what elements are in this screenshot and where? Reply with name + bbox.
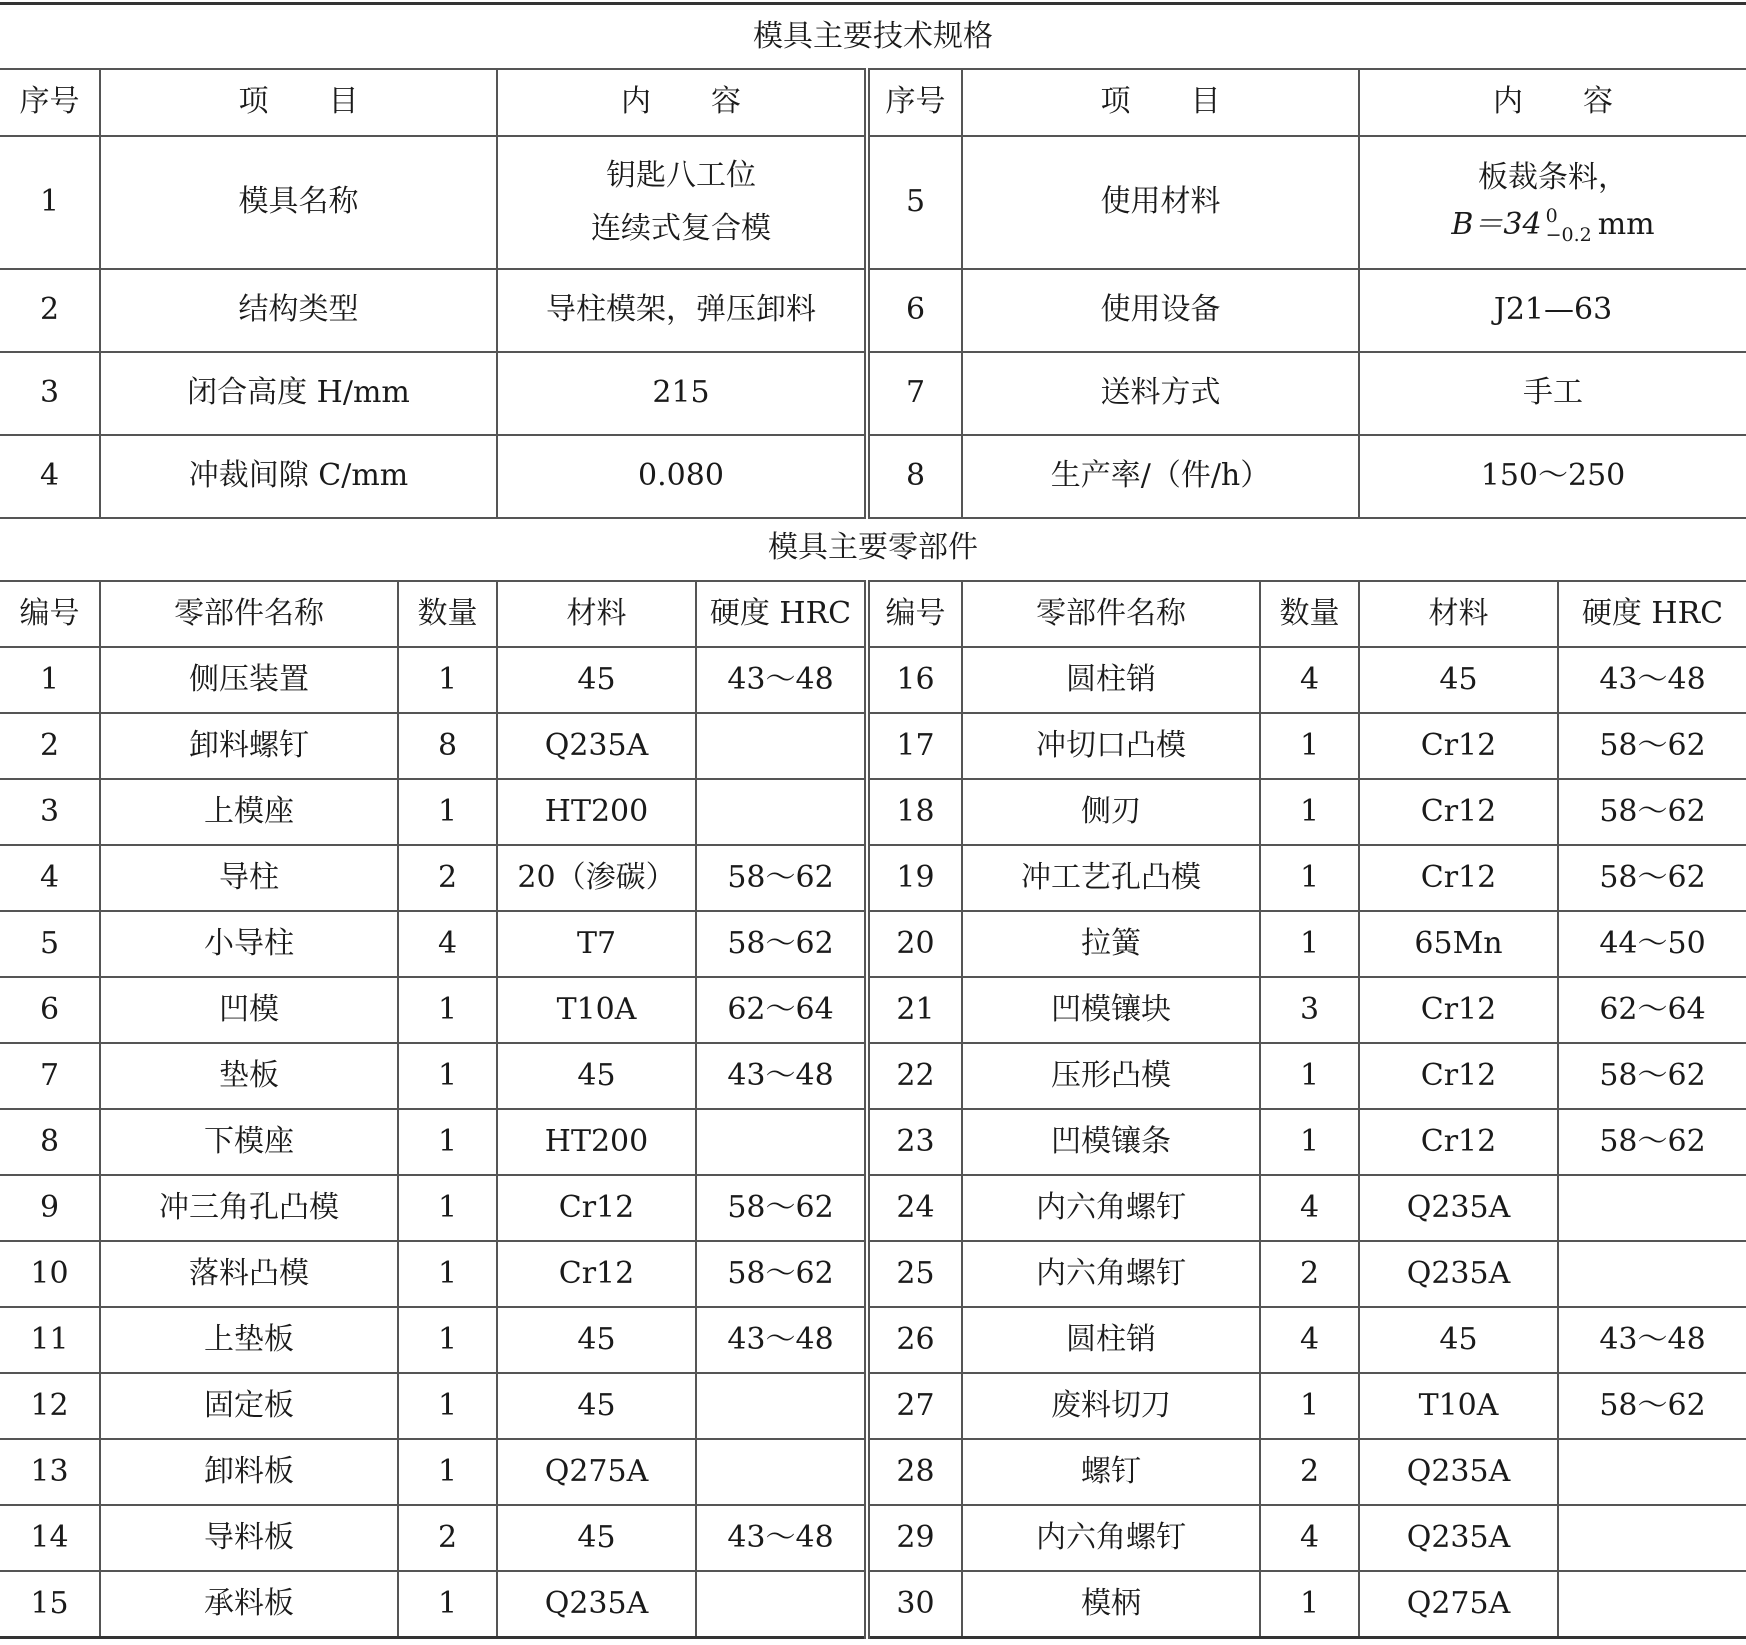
part-no: 2 xyxy=(0,713,100,779)
part-no: 11 xyxy=(0,1307,100,1373)
spec-item: 生产率/（件/h） xyxy=(962,435,1359,518)
spec-item: 冲裁间隙 C/mm xyxy=(100,435,497,518)
part-no: 9 xyxy=(0,1175,100,1241)
part-material: 45 xyxy=(497,1043,696,1109)
part-no: 4 xyxy=(0,845,100,911)
part-name: 凹模镶条 xyxy=(962,1109,1260,1175)
part-hardness: 43～48 xyxy=(1558,1307,1746,1373)
parts-body xyxy=(0,647,1746,1637)
part-qty: 1 xyxy=(398,779,497,845)
part-material: 65Mn xyxy=(1359,911,1558,977)
part-qty: 3 xyxy=(1260,977,1359,1043)
spec-row xyxy=(0,136,1746,269)
part-qty: 1 xyxy=(1260,911,1359,977)
parts-header-hardness-right: 硬度 HRC xyxy=(1558,581,1746,647)
spec-content: 215 xyxy=(497,352,867,435)
part-material: 45 xyxy=(497,1373,696,1439)
parts-row xyxy=(0,1571,1746,1637)
part-qty: 4 xyxy=(1260,1175,1359,1241)
part-material: Cr12 xyxy=(1359,977,1558,1043)
part-no: 25 xyxy=(867,1241,962,1307)
parts-table xyxy=(0,515,1746,1639)
tolerance-lower: −0.2 xyxy=(1545,224,1592,247)
part-qty: 2 xyxy=(1260,1439,1359,1505)
spec-table xyxy=(0,2,1746,519)
part-name: 承料板 xyxy=(100,1571,398,1637)
parts-header-name-right: 零部件名称 xyxy=(962,581,1260,647)
part-name: 上垫板 xyxy=(100,1307,398,1373)
parts-row xyxy=(0,713,1746,779)
part-material: Cr12 xyxy=(1359,779,1558,845)
part-qty: 4 xyxy=(1260,1307,1359,1373)
parts-row xyxy=(0,1439,1746,1505)
part-hardness xyxy=(1558,1505,1746,1571)
part-hardness xyxy=(1558,1175,1746,1241)
spec-no: 8 xyxy=(867,435,962,518)
parts-header-qty-right: 数量 xyxy=(1260,581,1359,647)
part-hardness: 62～64 xyxy=(696,977,867,1043)
parts-header-material: 材料 xyxy=(497,581,696,647)
part-no: 10 xyxy=(0,1241,100,1307)
spec-content-line: 板裁条料， xyxy=(1478,159,1628,195)
part-hardness xyxy=(696,1109,867,1175)
parts-row xyxy=(0,1307,1746,1373)
part-qty: 1 xyxy=(398,1241,497,1307)
part-material: Cr12 xyxy=(497,1175,696,1241)
spec-content: 0.080 xyxy=(497,435,867,518)
parts-row xyxy=(0,647,1746,713)
spec-header-row xyxy=(0,69,1746,136)
part-qty: 1 xyxy=(1260,1109,1359,1175)
part-no: 26 xyxy=(867,1307,962,1373)
part-hardness: 58～62 xyxy=(1558,1109,1746,1175)
part-name: 凹模镶块 xyxy=(962,977,1260,1043)
part-no: 27 xyxy=(867,1373,962,1439)
part-hardness: 43～48 xyxy=(696,647,867,713)
part-no: 5 xyxy=(0,911,100,977)
spec-content: 150～250 xyxy=(1359,435,1746,518)
part-qty: 8 xyxy=(398,713,497,779)
spec-header-content-right: 内 容 xyxy=(1359,69,1746,136)
part-qty: 1 xyxy=(398,1043,497,1109)
part-name: 冲工艺孔凸模 xyxy=(962,845,1260,911)
parts-header-material-right: 材料 xyxy=(1359,581,1558,647)
part-name: 压形凸模 xyxy=(962,1043,1260,1109)
part-name: 卸料板 xyxy=(100,1439,398,1505)
part-name: 导料板 xyxy=(100,1505,398,1571)
part-hardness xyxy=(1558,1439,1746,1505)
part-name: 固定板 xyxy=(100,1373,398,1439)
part-material: Q275A xyxy=(497,1439,696,1505)
part-material: Cr12 xyxy=(1359,713,1558,779)
part-name: 导柱 xyxy=(100,845,398,911)
spec-content: 手工 xyxy=(1359,352,1746,435)
part-hardness: 58～62 xyxy=(1558,1043,1746,1109)
part-no: 18 xyxy=(867,779,962,845)
spec-content-line: 钥匙八工位 xyxy=(606,157,756,193)
part-material: 20（渗碳） xyxy=(497,845,696,911)
spec-item: 送料方式 xyxy=(962,352,1359,435)
part-name: 圆柱销 xyxy=(962,1307,1260,1373)
part-qty: 1 xyxy=(398,1571,497,1637)
parts-row xyxy=(0,845,1746,911)
part-hardness: 62～64 xyxy=(1558,977,1746,1043)
parts-row xyxy=(0,911,1746,977)
part-material: Q235A xyxy=(1359,1505,1558,1571)
part-qty: 1 xyxy=(398,647,497,713)
part-qty: 2 xyxy=(398,1505,497,1571)
part-no: 20 xyxy=(867,911,962,977)
spec-no: 1 xyxy=(0,136,100,269)
part-qty: 1 xyxy=(1260,1571,1359,1637)
part-hardness: 58～62 xyxy=(1558,845,1746,911)
part-name: 侧压装置 xyxy=(100,647,398,713)
part-no: 29 xyxy=(867,1505,962,1571)
parts-header-no-right: 编号 xyxy=(867,581,962,647)
part-hardness: 43～48 xyxy=(696,1505,867,1571)
part-hardness: 58～62 xyxy=(696,1175,867,1241)
part-no: 17 xyxy=(867,713,962,779)
tolerance-upper: 0 xyxy=(1545,205,1558,228)
part-no: 15 xyxy=(0,1571,100,1637)
spec-item: 使用材料 xyxy=(962,136,1359,269)
part-material: Q235A xyxy=(497,713,696,779)
part-no: 30 xyxy=(867,1571,962,1637)
part-no: 13 xyxy=(0,1439,100,1505)
part-no: 3 xyxy=(0,779,100,845)
spec-header-no-right: 序号 xyxy=(867,69,962,136)
part-name: 废料切刀 xyxy=(962,1373,1260,1439)
part-qty: 4 xyxy=(398,911,497,977)
part-hardness xyxy=(1558,1571,1746,1637)
part-qty: 1 xyxy=(1260,1043,1359,1109)
part-no: 12 xyxy=(0,1373,100,1439)
part-qty: 1 xyxy=(1260,779,1359,845)
part-material: 45 xyxy=(1359,1307,1558,1373)
part-material: T10A xyxy=(1359,1373,1558,1439)
parts-header-qty: 数量 xyxy=(398,581,497,647)
part-material: HT200 xyxy=(497,1109,696,1175)
part-name: 冲三角孔凸模 xyxy=(100,1175,398,1241)
part-material: Cr12 xyxy=(1359,845,1558,911)
part-name: 下模座 xyxy=(100,1109,398,1175)
part-material: Q235A xyxy=(1359,1175,1558,1241)
part-qty: 2 xyxy=(1260,1241,1359,1307)
part-hardness: 58～62 xyxy=(1558,1373,1746,1439)
part-no: 22 xyxy=(867,1043,962,1109)
parts-row xyxy=(0,1175,1746,1241)
part-qty: 1 xyxy=(398,1175,497,1241)
part-material: Q275A xyxy=(1359,1571,1558,1637)
part-no: 19 xyxy=(867,845,962,911)
part-qty: 1 xyxy=(1260,845,1359,911)
spec-content xyxy=(1359,136,1746,269)
part-name: 内六角螺钉 xyxy=(962,1175,1260,1241)
part-name: 冲切口凸模 xyxy=(962,713,1260,779)
part-name: 模柄 xyxy=(962,1571,1260,1637)
part-no: 14 xyxy=(0,1505,100,1571)
part-no: 6 xyxy=(0,977,100,1043)
spec-no: 7 xyxy=(867,352,962,435)
formula-main: B＝34 xyxy=(1451,207,1542,243)
tolerance xyxy=(1546,207,1592,245)
part-no: 7 xyxy=(0,1043,100,1109)
part-name: 小导柱 xyxy=(100,911,398,977)
spec-no: 6 xyxy=(867,269,962,352)
spec-row xyxy=(0,269,1746,352)
part-name: 圆柱销 xyxy=(962,647,1260,713)
part-name: 卸料螺钉 xyxy=(100,713,398,779)
spec-item: 使用设备 xyxy=(962,269,1359,352)
part-hardness xyxy=(696,1571,867,1637)
part-qty: 1 xyxy=(398,1439,497,1505)
part-no: 8 xyxy=(0,1109,100,1175)
parts-header-name: 零部件名称 xyxy=(100,581,398,647)
part-hardness xyxy=(696,779,867,845)
part-hardness: 44～50 xyxy=(1558,911,1746,977)
part-name: 螺钉 xyxy=(962,1439,1260,1505)
spec-header-item-right: 项 目 xyxy=(962,69,1359,136)
part-hardness: 58～62 xyxy=(696,911,867,977)
part-material: Cr12 xyxy=(497,1241,696,1307)
spec-content xyxy=(497,136,867,269)
part-hardness xyxy=(696,713,867,779)
part-name: 内六角螺钉 xyxy=(962,1505,1260,1571)
spec-item: 模具名称 xyxy=(100,136,497,269)
spec-content: 导柱模架，弹压卸料 xyxy=(497,269,867,352)
part-name: 拉簧 xyxy=(962,911,1260,977)
parts-row xyxy=(0,1043,1746,1109)
part-material: Q235A xyxy=(1359,1241,1558,1307)
spec-row xyxy=(0,435,1746,518)
part-no: 1 xyxy=(0,647,100,713)
part-hardness: 58～62 xyxy=(1558,779,1746,845)
parts-row xyxy=(0,1109,1746,1175)
part-material: Q235A xyxy=(497,1571,696,1637)
parts-row xyxy=(0,1373,1746,1439)
part-hardness xyxy=(1558,1241,1746,1307)
formula-unit: mm xyxy=(1597,207,1655,243)
part-name: 凹模 xyxy=(100,977,398,1043)
part-hardness: 58～62 xyxy=(696,1241,867,1307)
parts-row xyxy=(0,1505,1746,1571)
part-hardness xyxy=(696,1373,867,1439)
parts-table-caption: 模具主要零部件 xyxy=(0,515,1746,581)
spec-content-line: 连续式复合模 xyxy=(591,211,771,246)
parts-header-no: 编号 xyxy=(0,581,100,647)
part-qty: 2 xyxy=(398,845,497,911)
part-material: 45 xyxy=(497,647,696,713)
parts-header-hardness: 硬度 HRC xyxy=(696,581,867,647)
parts-header-row xyxy=(0,581,1746,647)
parts-row xyxy=(0,1241,1746,1307)
part-hardness: 58～62 xyxy=(696,845,867,911)
spec-row xyxy=(0,352,1746,435)
spec-item: 闭合高度 H/mm xyxy=(100,352,497,435)
part-hardness: 43～48 xyxy=(1558,647,1746,713)
part-material: T7 xyxy=(497,911,696,977)
part-no: 23 xyxy=(867,1109,962,1175)
part-material: 45 xyxy=(497,1505,696,1571)
part-no: 24 xyxy=(867,1175,962,1241)
part-material: Cr12 xyxy=(1359,1043,1558,1109)
spec-no: 2 xyxy=(0,269,100,352)
part-hardness xyxy=(696,1439,867,1505)
spec-item: 结构类型 xyxy=(100,269,497,352)
part-no: 28 xyxy=(867,1439,962,1505)
material-width-formula xyxy=(1360,206,1746,245)
part-no: 21 xyxy=(867,977,962,1043)
part-material: HT200 xyxy=(497,779,696,845)
part-qty: 1 xyxy=(398,1109,497,1175)
part-qty: 1 xyxy=(398,977,497,1043)
spec-content: J21—63 xyxy=(1359,269,1746,352)
spec-no: 3 xyxy=(0,352,100,435)
part-name: 内六角螺钉 xyxy=(962,1241,1260,1307)
parts-row xyxy=(0,977,1746,1043)
part-qty: 1 xyxy=(1260,1373,1359,1439)
part-material: T10A xyxy=(497,977,696,1043)
spec-header-no: 序号 xyxy=(0,69,100,136)
part-material: 45 xyxy=(1359,647,1558,713)
part-name: 侧刃 xyxy=(962,779,1260,845)
part-hardness: 43～48 xyxy=(696,1307,867,1373)
part-name: 垫板 xyxy=(100,1043,398,1109)
part-no: 16 xyxy=(867,647,962,713)
part-material: 45 xyxy=(497,1307,696,1373)
spec-table-caption: 模具主要技术规格 xyxy=(0,4,1746,69)
part-material: Q235A xyxy=(1359,1439,1558,1505)
spec-no: 4 xyxy=(0,435,100,518)
part-qty: 1 xyxy=(1260,713,1359,779)
part-qty: 1 xyxy=(398,1307,497,1373)
part-name: 落料凸模 xyxy=(100,1241,398,1307)
spec-header-item: 项 目 xyxy=(100,69,497,136)
part-qty: 4 xyxy=(1260,1505,1359,1571)
parts-row xyxy=(0,779,1746,845)
part-qty: 1 xyxy=(398,1373,497,1439)
spec-header-content: 内 容 xyxy=(497,69,867,136)
part-hardness: 58～62 xyxy=(1558,713,1746,779)
part-material: Cr12 xyxy=(1359,1109,1558,1175)
part-name: 上模座 xyxy=(100,779,398,845)
spec-no: 5 xyxy=(867,136,962,269)
part-qty: 4 xyxy=(1260,647,1359,713)
part-hardness: 43～48 xyxy=(696,1043,867,1109)
